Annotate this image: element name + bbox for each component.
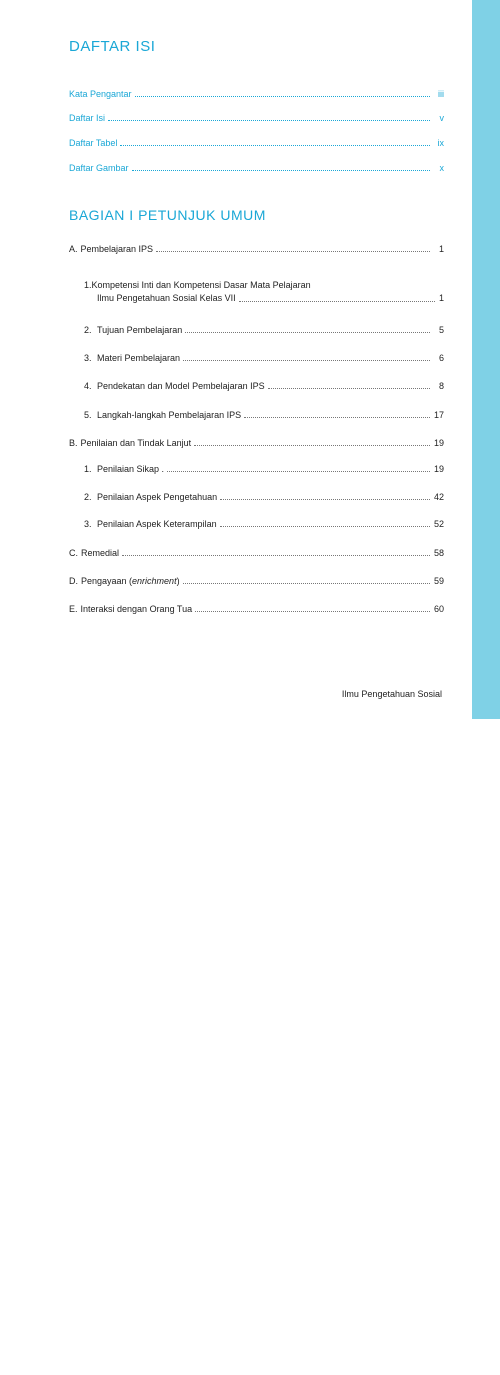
toc-page: 19 [433, 464, 444, 474]
toc-prefix: 2. [84, 492, 92, 502]
toc-page: 8 [438, 381, 444, 391]
toc-label: Daftar Gambar [69, 163, 129, 173]
dot-leader [239, 300, 435, 302]
toc-page: iii [438, 89, 444, 99]
dot-leader [156, 250, 430, 252]
toc-label: Kata Pengantar [69, 89, 132, 99]
dot-leader [220, 498, 430, 500]
toc-label-line2: Ilmu Pengetahuan Sosial Kelas VII [97, 293, 236, 303]
dot-leader [132, 169, 430, 171]
toc-page: 5 [438, 325, 444, 335]
page-tab [472, 672, 500, 719]
toc-page: 17 [433, 410, 444, 420]
toc-entry-c[interactable] [69, 543, 444, 559]
toc-entry-a5[interactable] [84, 405, 444, 421]
toc-entry-b3[interactable] [84, 514, 444, 530]
toc-page: 58 [433, 548, 444, 558]
dot-leader [194, 444, 430, 446]
section-title: BAGIAN I PETUNJUK UMUM [69, 207, 266, 223]
toc-entry-b2[interactable] [84, 487, 444, 503]
toc-prefix: 2. [84, 325, 92, 335]
dot-leader [220, 525, 430, 527]
page-footer: Ilmu Pengetahuan Sosial [341, 689, 442, 699]
toc-entry-b1[interactable] [84, 459, 444, 475]
toc-prefix: 4. [84, 381, 92, 391]
toc-prefix: D. [69, 576, 78, 586]
dot-leader [108, 119, 430, 121]
dot-leader [185, 331, 430, 333]
side-color-band [472, 0, 500, 719]
toc-entry-a4[interactable] [84, 376, 444, 392]
toc-prefix: 1. [84, 280, 92, 290]
toc-prefix: 3. [84, 519, 92, 529]
toc-label: Penilaian Aspek Keterampilan [97, 519, 217, 529]
toc-entry-e[interactable] [69, 599, 444, 615]
toc-label: Daftar Isi [69, 113, 106, 123]
toc-entry-a1[interactable] [84, 279, 444, 305]
toc-page: 1 [438, 293, 444, 303]
toc-entry-d[interactable] [69, 571, 444, 587]
toc-prefix: A. [69, 244, 78, 254]
toc-entry-daftar-isi[interactable] [69, 108, 444, 124]
toc-entry-a[interactable] [69, 239, 444, 255]
toc-entry-b[interactable] [69, 433, 444, 449]
toc-page: ix [437, 138, 444, 148]
toc-prefix: B. [69, 438, 78, 448]
toc-page: x [439, 163, 444, 173]
dot-leader [195, 610, 430, 612]
toc-prefix: 1. [84, 464, 92, 474]
dot-leader [122, 554, 430, 556]
toc-page: 19 [433, 438, 444, 448]
toc-label: Pendekatan dan Model Pembelajaran IPS [97, 381, 265, 391]
toc-page: v [439, 113, 444, 123]
toc-entry-daftar-tabel[interactable] [69, 133, 444, 149]
dot-leader [167, 470, 430, 472]
toc-entry-a2[interactable] [84, 320, 444, 336]
toc-label: Pembelajaran IPS [80, 244, 154, 254]
page-title: DAFTAR ISI [69, 38, 156, 55]
toc-label: Penilaian Sikap . [97, 464, 165, 474]
toc-entry-a3[interactable] [84, 348, 444, 364]
toc-label: Pengayaan (enrichment) [81, 576, 180, 586]
toc-entry-daftar-gambar[interactable] [69, 158, 444, 174]
toc-page: 52 [433, 519, 444, 529]
toc-entry-kata-pengantar[interactable] [69, 84, 444, 100]
toc-page: 6 [438, 353, 444, 363]
toc-label: Tujuan Pembelajaran [97, 325, 183, 335]
toc-label: Langkah-langkah Pembelajaran IPS [97, 410, 242, 420]
toc-page: 60 [433, 604, 444, 614]
toc-label: Materi Pembelajaran [97, 353, 181, 363]
toc-page: 59 [433, 576, 444, 586]
toc-label: Interaksi dengan Orang Tua [80, 604, 193, 614]
dot-leader [120, 144, 430, 146]
toc-prefix: 3. [84, 353, 92, 363]
toc-label: Remedial [81, 548, 120, 558]
toc-prefix: C. [69, 548, 78, 558]
toc-label: Daftar Tabel [69, 138, 118, 148]
toc-label-line1: Kompetensi Inti dan Kompetensi Dasar Mata Pelajaran [91, 280, 311, 290]
toc-prefix: 5. [84, 410, 92, 420]
toc-page: 42 [433, 492, 444, 502]
toc-label: Penilaian dan Tindak Lanjut [80, 438, 192, 448]
dot-leader [183, 582, 430, 584]
toc-page: 1 [438, 244, 444, 254]
dot-leader [268, 387, 430, 389]
triangle-down-icon [484, 1368, 492, 1375]
dot-leader [244, 416, 430, 418]
dot-leader [183, 359, 430, 361]
toc-label: Penilaian Aspek Pengetahuan [97, 492, 218, 502]
dot-leader [135, 95, 430, 97]
toc-prefix: E. [69, 604, 78, 614]
